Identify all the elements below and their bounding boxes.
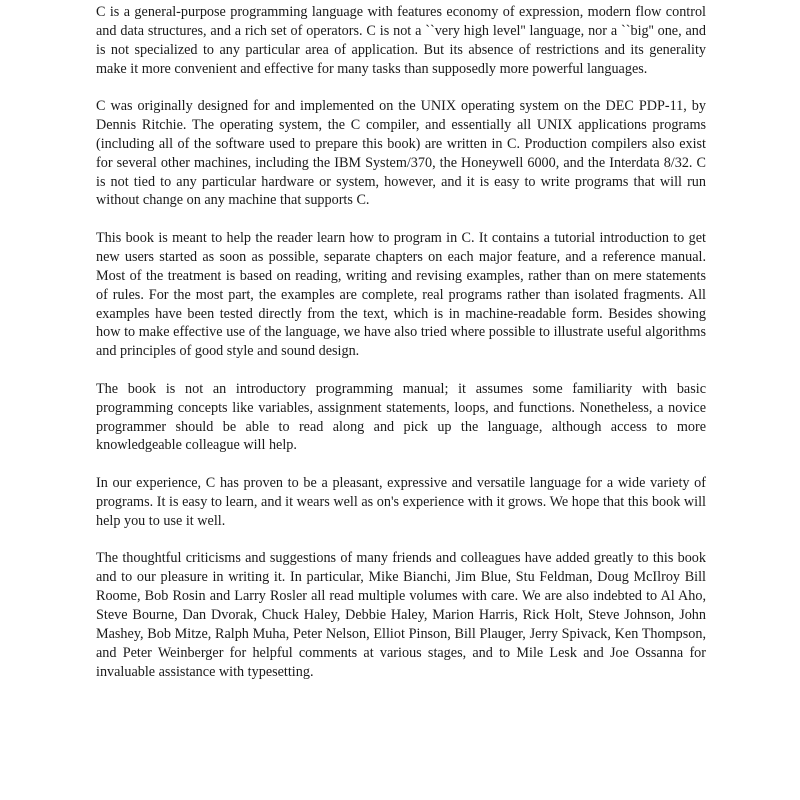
preface-text [96,3,706,700]
paragraph-intro-c-language: C is a general-purpose programming language with features economy of expression, modern flow control and data structures, and a rich set of operators. C is not a ``very high level'' language, nor a ``big'' one, and is not specialized to any particular area of application. But its absence of restrictions and its generality make it more convenient and effective for many tasks than supposedly more powerful languages. [96,4,706,77]
paragraph-experience: In our experience, C has proven to be a pleasant, expressive and versatile language for a wide variety of programs. It is easy to learn, and it wears well as on's experience with it grows. We hope that this book will help you to use it well. [96,475,706,529]
paragraph-audience: The book is not an introductory programming manual; it assumes some familiarity with basic programming concepts like variables, assignment statements, loops, and functions. Nonetheless, a novice programmer should be able to read along and pick up the language, although access to more knowledgeable colleague will help. [96,380,706,454]
paragraph-book-purpose: This book is meant to help the reader learn how to program in C. It contains a tutorial introduction to get new users started as soon as possible, separate chapters on each major feature, and a reference manual. Most of the treatment is based on reading, writing and revising examples, rather than on mere statements of rules. For the most part, the examples are complete, real programs rather than isolated fragments. All examples have been tested directly from the text, which is in machine-readable form. Besides showing how to make effective use of the language, we have also tried where possible to illustrate useful algorithms and principles of good style and sound design. [96,230,706,360]
paragraph-unix-origins: C was originally designed for and implemented on the UNIX operating system on the DEC PDP-11, by Dennis Ritchie. The operating system, the C compiler, and essentially all UNIX applications programs (including all of the software used to prepare this book) are written in C. Production compilers also exist for several other machines, including the IBM System/370, the Honeywell 6000, and the Interdata 8/32. C is not tied to any particular hardware or system, however, and it is easy to write programs that will run without change on any machine that supports C. [96,98,706,209]
paragraph-acknowledgements: The thoughtful criticisms and suggestions of many friends and colleagues have added greatly to this book and to our pleasure in writing it. In particular, Mike Bianchi, Jim Blue, Stu Feldman, Doug McIlroy Bill Roome, Bob Rosin and Larry Rosler all read multiple volumes with care. We are also indebted to Al Aho, Steve Bourne, Dan Dvorak, Chuck Haley, Debbie Haley, Marion Harris, Rick Holt, Steve Johnson, John Mashey, Bob Mitze, Ralph Muha, Peter Nelson, Elliot Pinson, Bill Plauger, Jerry Spivack, Ken Thompson, and Peter Weinberger for helpful comments at various stages, and to Mile Lesk and Joe Ossanna for invaluable assistance with typesetting. [96,550,706,680]
